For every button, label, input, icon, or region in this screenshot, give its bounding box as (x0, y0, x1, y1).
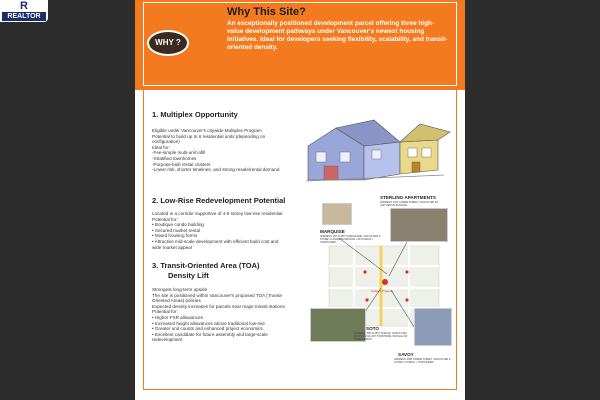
sterling-sub: ADDRESS: 4152 CAMBIE STREET, VANCOUVER 6X-UNIT RENTAL BUILDING (380, 201, 439, 207)
banner-text: An exceptionally positioned development parcel offering three high-value development pathways under Vancouver's newest housing initiatives. Ideal for developers seeking flexibility, scalability, and transit-oriented density. (227, 20, 448, 51)
section-2-title: 2. Low-Rise Redevelopment Potential (152, 196, 286, 205)
section-2-text: Located in a corridor supportive of 4-6 storey low-rise residential Potential for: • Boutique condo building • Secured market rental • Mixed housing forms • Attractive mid-scale development with efficient build cost and wide market appeal (152, 211, 283, 250)
marquise-photo (322, 203, 352, 225)
soto-label: SOTO (366, 326, 379, 331)
subject-property-label: Subject Property (371, 289, 394, 293)
section-1-title: 1. Multiplex Opportunity (152, 110, 238, 119)
multiplex-house-illustration (304, 110, 452, 182)
savoy-photo (414, 308, 452, 346)
marquise-sub: ADDRESS: 465 W 26TH AVENUE #ME, VANCOUVER 6-STOREY CONCRETE MID-RISE / 28 CONDOS + TOWNHOMES (320, 235, 382, 244)
savoy-sub: ADDRESS: 3585 CAMBIE STREET, VANCOUVER 6-STOREY CONDOS + TOWNHOMES (394, 358, 451, 364)
section-3-title: 3. Transit-Oriented Area (TOA) (152, 261, 260, 270)
realtor-logo (0, 0, 48, 22)
why-badge: WHY ? (147, 30, 189, 56)
realtor-r-icon: R (20, 0, 28, 12)
marquise-label: MARQUISE (320, 229, 345, 234)
sterling-label: STERLING APARTMENTS (380, 195, 436, 200)
soto-sub: ADDRESS: 585 W 26TH AVENUE, VANCOUVER BOUTIQUE 60-UNIT TOWNHOME / BUNGALOW DEVELOPMENT (354, 332, 408, 341)
why-banner (135, 0, 465, 90)
section-1-text: Eligible under Vancouver's citywide Multiplex Program Potential to build up to 6 residential units (depending on configuration) Ideal for: -Fee-simple multi-unit infill -Stratified townhomes -Purpose-built rental clusters -Lower risk, shorter timelines, and strong resale/rental demand (152, 128, 280, 173)
sterling-photo (390, 208, 448, 242)
savoy-label: SAVOY (398, 352, 414, 357)
listing-image (135, 0, 465, 400)
content-panel (143, 90, 457, 390)
section-3-title-line2: Density Lift (168, 271, 209, 280)
realtor-label: REALTOR (2, 12, 46, 21)
banner-title: Why This Site? (227, 6, 306, 18)
section-3-text: Strongest long-term upside The site is positioned within Vancouver's proposed TOA (Transit- Oriented Areas) policies Expected density increases for parcels near major transit stations Potential for: • Higher FSR allowances • Increased height allowances above traditional low-rise • Greater unit counts and enhanced project economics • Excellent candidate for future assembly and large-scale redevelopment (152, 287, 285, 343)
